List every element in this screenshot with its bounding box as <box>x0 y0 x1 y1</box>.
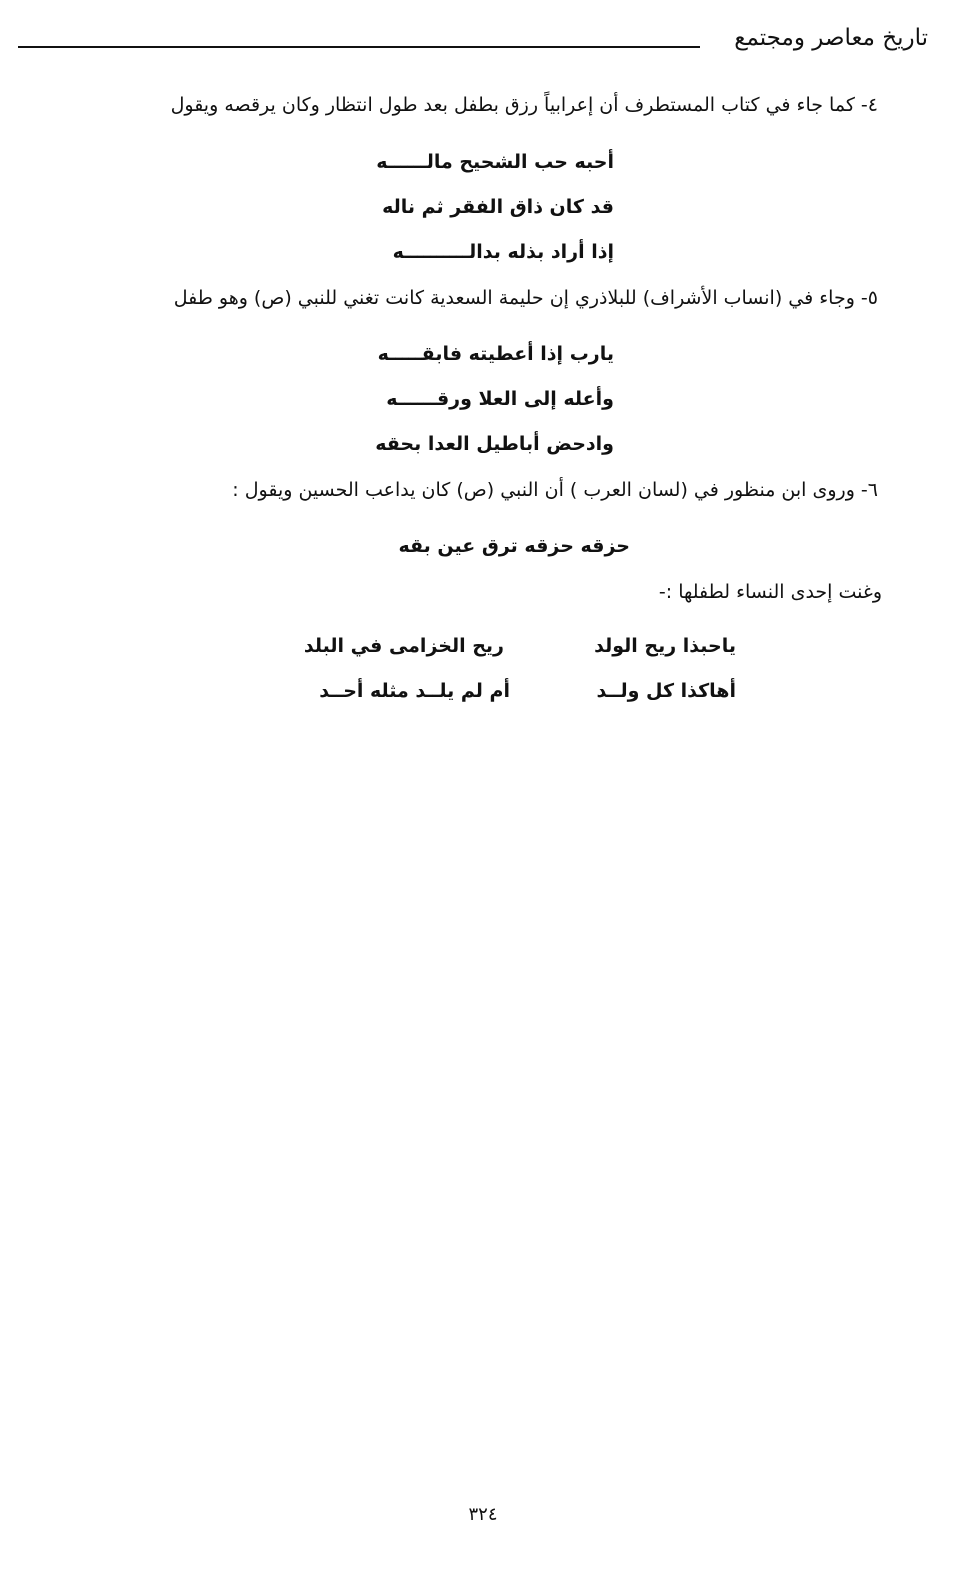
section-4-intro: ٤- كما جاء في كتاب المستطرف أن إعرابياً رزق بطفل بعد طول انتظار وكان يرقصه ويقول <box>170 94 878 116</box>
section-5-verse-3: وادحض أباطيل العدا بحقه <box>375 433 614 455</box>
couplet-1-first-hemistich: ياحبذا ريح الولد <box>594 635 736 657</box>
page-number: ٣٢٤ <box>468 1504 498 1525</box>
couplet-1-second-hemistich: ريح الخزامى في البلد <box>303 635 504 657</box>
section-4-verse-3: إذا أراد بذله بدالــــــــــه <box>392 241 614 263</box>
section-5-verse-1: يارب إذا أعطيته فابقـــــه <box>377 343 614 365</box>
running-header-title: تاريخ معاصر ومجتمع <box>734 25 928 51</box>
section-5-intro: ٥- وجاء في (انساب الأشراف) للبلاذري إن حليمة السعدية كانت تغني للنبي (ص) وهو طفل <box>173 287 878 309</box>
closing-intro: وغنت إحدى النساء لطفلها :- <box>658 581 882 603</box>
section-5-verse-2: وأعله إلى العلا ورقــــــه <box>386 388 614 410</box>
section-6-verse-1: حزقه حزقه ترق عين بقه <box>398 535 630 557</box>
section-6-intro: ٦- وروى ابن منظور في (لسان العرب ) أن النبي (ص) كان يداعب الحسين ويقول : <box>232 479 878 501</box>
section-4-verse-2: قد كان ذاق الفقر ثم ناله <box>382 196 614 218</box>
header-rule <box>18 46 700 48</box>
section-4-verse-1: أحبه حب الشحيح مالــــــه <box>376 151 614 173</box>
couplet-2-first-hemistich: أهاكذا كل ولــد <box>596 680 736 702</box>
couplet-2-second-hemistich: أم لم يلــد مثله أحــد <box>319 680 510 702</box>
